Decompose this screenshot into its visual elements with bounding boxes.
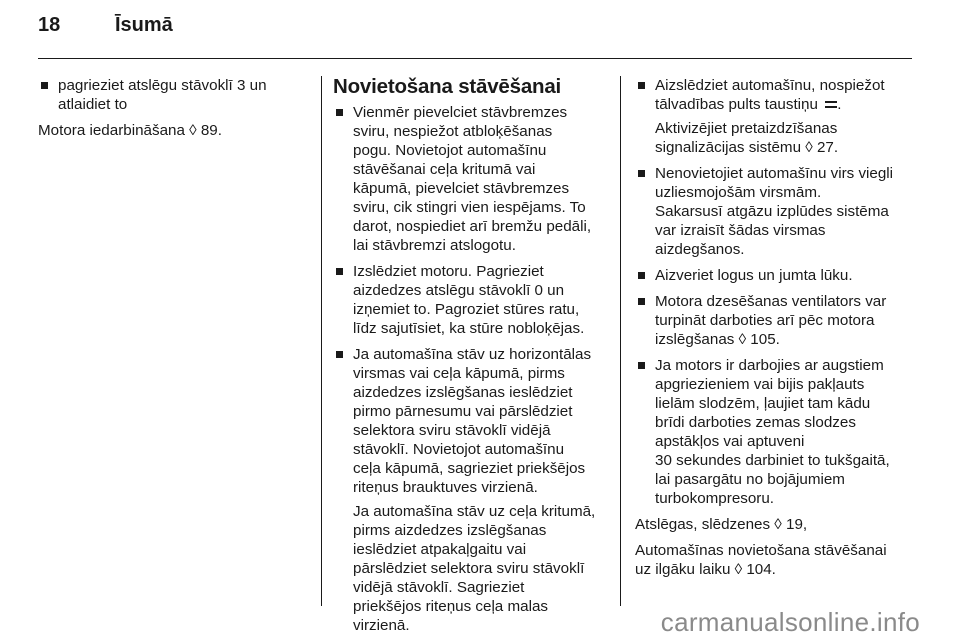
page-header xyxy=(38,14,173,50)
column-3 xyxy=(635,76,910,586)
header-rule xyxy=(38,58,912,59)
cross-reference-link[interactable]: Atslēgas, slēdzenes ◊ 19, xyxy=(635,516,808,533)
list-item xyxy=(635,76,910,114)
column-1 xyxy=(38,76,300,147)
list-item: pagrieziet atslēgu stāvoklī 3 un atlaidiet to xyxy=(38,76,300,114)
list-item: Motora dzesēšanas ventilators var turpināt darboties arī pēc motora izslēgšanas ◊ 105. xyxy=(635,292,910,349)
column-divider xyxy=(321,76,322,606)
list-item: Aizveriet logus un jumta lūku. xyxy=(635,266,910,285)
watermark: carmanualsonline.info xyxy=(660,607,920,637)
list-item-continuation: Aktivizējiet pretaizdzīšanas signalizācijas sistēmu ◊ 27. xyxy=(655,120,839,156)
list-item-continuation: Ja automašīna stāv uz ceļa kritumā, pirms aizdedzes izslēgšanas ieslēdziet atpakaļgaitu vai pārslēdziet selektora sviru stāvoklī vidējā stāvoklī. Sagrieziet priekšējos riteņus ceļa malas virzienā. xyxy=(353,503,596,634)
list-item: Nenovietojiet automašīnu virs viegli uzliesmojošām virsmām. Sakarsusī atgāzu izplūdes sistēma var izraisīt šādas virsmas aizdegšanos. xyxy=(635,164,910,259)
list-item-end: . xyxy=(837,96,842,113)
list-item: Ja motors ir darbojies ar augstiem apgriezieniem vai bijis pakļauts lielām slodzēm, ļaujiet tam kādu brīdi darboties zemas slodzes apstākļos vai aptuveni 30 sekundes darbiniet to tukšgaitā, lai pasargātu no bojājumiem turbokompresoru. xyxy=(635,356,910,508)
lock-button-icon xyxy=(825,101,837,108)
column-divider xyxy=(620,76,621,606)
section-heading: Novietošana stāvēšanai xyxy=(333,75,562,98)
chapter-title: Īsumā xyxy=(115,14,173,36)
list-item: Vienmēr pievelciet stāvbremzes sviru, nespiežot atbloķēšanas pogu. Novietojot automašīnu stāvēšanai ceļa kritumā vai kāpumā, pievelciet stāvbremzes sviru, cik stingri vien iespējams. To darot, nospiediet arī bremžu pedāli, lai stāvbremzi atslogotu. xyxy=(333,103,603,255)
list-item: Izslēdziet motoru. Pagrieziet aizdedzes atslēgu stāvoklī 0 un izņemiet to. Pagroziet stūres ratu, līdz sajutīsiet, ka stūre nobloķējas. xyxy=(333,262,603,338)
cross-reference-link[interactable]: Motora iedarbināšana ◊ 89. xyxy=(38,122,222,139)
column-2 xyxy=(333,76,603,642)
page-number: 18 xyxy=(38,14,61,36)
list-item-text: Aizslēdziet automašīnu, nospiežot tālvadības pults taustiņu xyxy=(655,77,885,113)
list-item: Ja automašīna stāv uz horizontālas virsmas vai ceļa kāpumā, pirms aizdedzes izslēgšanas ieslēdziet pirmo pārnesumu vai pārslēdziet selektora sviru stāvoklī vidējā stāvoklī. Novietojot automašīnu ceļa kāpumā, sagrieziet priekšējos riteņus brauktuves virzienā. xyxy=(333,345,603,497)
cross-reference-link[interactable]: Automašīnas novietošana stāvēšanai uz ilgāku laiku ◊ 104. xyxy=(635,542,887,578)
